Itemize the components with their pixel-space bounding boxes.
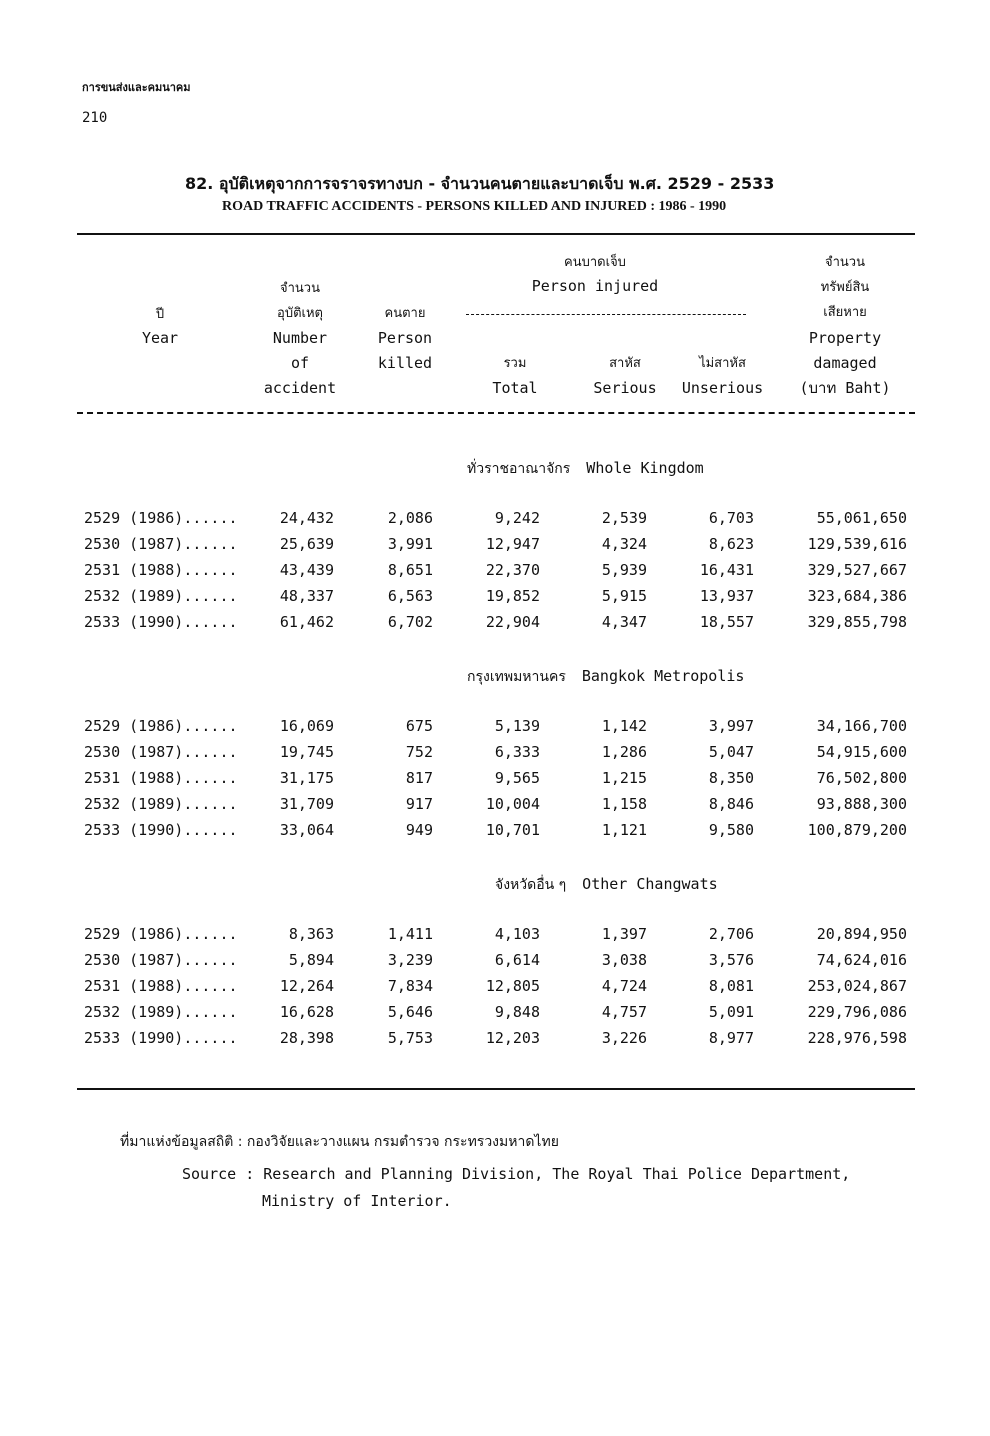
injured-total-cell: 19,852 bbox=[485, 587, 540, 605]
header-accident-thai-1: จำนวน bbox=[280, 281, 320, 296]
injured-serious-cell: 5,939 bbox=[601, 561, 647, 579]
killed-cell: 5,753 bbox=[387, 1029, 433, 1047]
header-property-english-1: Property bbox=[808, 329, 882, 347]
header-total-thai: รวม bbox=[503, 356, 527, 371]
accident-cell: 43,439 bbox=[279, 561, 334, 579]
killed-cell: 8,651 bbox=[387, 561, 433, 579]
injured-total-cell: 22,370 bbox=[485, 561, 540, 579]
injured-total-cell: 12,805 bbox=[485, 977, 540, 995]
section-label-english: Bangkok Metropolis bbox=[581, 667, 745, 685]
property-damaged-cell: 20,894,950 bbox=[816, 925, 907, 943]
killed-cell: 1,411 bbox=[387, 925, 433, 943]
injured-serious-cell: 1,142 bbox=[601, 717, 647, 735]
injured-total-cell: 10,701 bbox=[485, 821, 540, 839]
table-row bbox=[0, 821, 990, 845]
accident-cell: 16,628 bbox=[279, 1003, 334, 1021]
table-row bbox=[0, 613, 990, 637]
year-cell: 2532 (1989)...... bbox=[84, 587, 238, 605]
injured-unserious-cell: 16,431 bbox=[699, 561, 754, 579]
header-total-english: Total bbox=[492, 379, 538, 397]
section-label-whole-kingdom bbox=[467, 458, 704, 480]
source-english bbox=[182, 1161, 850, 1215]
header-property-thai-2: ทรัพย์สิน bbox=[820, 280, 870, 295]
injured-serious-cell: 1,158 bbox=[601, 795, 647, 813]
property-damaged-cell: 253,024,867 bbox=[807, 977, 907, 995]
property-damaged-cell: 329,855,798 bbox=[807, 613, 907, 631]
year-cell: 2531 (1988)...... bbox=[84, 977, 238, 995]
property-damaged-cell: 329,527,667 bbox=[807, 561, 907, 579]
header-unserious-english: Unserious bbox=[681, 379, 764, 397]
accident-cell: 24,432 bbox=[279, 509, 334, 527]
table-row bbox=[0, 1029, 990, 1053]
header-property-thai-3: เสียหาย bbox=[823, 305, 867, 320]
section-label-english: Other Changwats bbox=[582, 875, 718, 893]
year-cell: 2532 (1989)...... bbox=[84, 1003, 238, 1021]
injured-total-cell: 12,947 bbox=[485, 535, 540, 553]
accident-cell: 33,064 bbox=[279, 821, 334, 839]
accident-cell: 25,639 bbox=[279, 535, 334, 553]
table-title-english: ROAD TRAFFIC ACCIDENTS - PERSONS KILLED AND INJURED : 1986 - 1990 bbox=[222, 199, 727, 214]
source-label: Source : bbox=[182, 1165, 255, 1183]
header-property-english-3: (บาท Baht) bbox=[799, 379, 891, 397]
table-row bbox=[0, 535, 990, 559]
header-injured-english: Person injured bbox=[531, 277, 659, 295]
header-year-english: Year bbox=[141, 329, 179, 347]
property-damaged-cell: 55,061,650 bbox=[816, 509, 907, 527]
injured-serious-cell: 1,397 bbox=[601, 925, 647, 943]
table-row bbox=[0, 795, 990, 819]
property-damaged-cell: 129,539,616 bbox=[807, 535, 907, 553]
year-cell: 2532 (1989)...... bbox=[84, 795, 238, 813]
source-thai: ที่มาแห่งข้อมูลสถิติ : กองวิจัยและวางแผน กรมตำรวจ กระทรวงมหาดไทย bbox=[120, 1134, 559, 1150]
injured-serious-cell: 4,347 bbox=[601, 613, 647, 631]
accident-cell: 16,069 bbox=[279, 717, 334, 735]
killed-cell: 6,702 bbox=[387, 613, 433, 631]
header-injured-thai: คนบาดเจ็บ bbox=[564, 255, 626, 270]
accident-cell: 48,337 bbox=[279, 587, 334, 605]
year-cell: 2530 (1987)...... bbox=[84, 535, 238, 553]
table-row bbox=[0, 743, 990, 767]
year-cell: 2529 (1986)...... bbox=[84, 717, 238, 735]
injured-unserious-cell: 5,047 bbox=[708, 743, 754, 761]
header-year-thai: ปี bbox=[155, 307, 165, 322]
injured-serious-cell: 3,226 bbox=[601, 1029, 647, 1047]
killed-cell: 917 bbox=[405, 795, 433, 813]
section-label-english: Whole Kingdom bbox=[586, 459, 704, 477]
injured-serious-cell: 3,038 bbox=[601, 951, 647, 969]
accident-cell: 12,264 bbox=[279, 977, 334, 995]
injured-unserious-cell: 6,703 bbox=[708, 509, 754, 527]
page-number: 210 bbox=[82, 110, 108, 126]
header-accident-english-2: of bbox=[290, 354, 310, 372]
injured-serious-cell: 4,324 bbox=[601, 535, 647, 553]
killed-cell: 3,239 bbox=[387, 951, 433, 969]
injured-unserious-cell: 2,706 bbox=[708, 925, 754, 943]
source-line-1: Research and Planning Division, The Royal Thai Police Department, bbox=[263, 1165, 851, 1183]
section-label-bangkok bbox=[467, 666, 744, 688]
property-damaged-cell: 93,888,300 bbox=[816, 795, 907, 813]
table-row bbox=[0, 587, 990, 611]
table-row bbox=[0, 769, 990, 793]
header-killed-thai: คนตาย bbox=[384, 306, 426, 321]
accident-cell: 31,175 bbox=[279, 769, 334, 787]
top-rule bbox=[77, 233, 915, 235]
header-property-english-2: damaged bbox=[813, 354, 877, 372]
killed-cell: 7,834 bbox=[387, 977, 433, 995]
injured-total-cell: 6,614 bbox=[494, 951, 540, 969]
year-cell: 2530 (1987)...... bbox=[84, 743, 238, 761]
injured-unserious-cell: 8,977 bbox=[708, 1029, 754, 1047]
killed-cell: 2,086 bbox=[387, 509, 433, 527]
injured-unserious-cell: 13,937 bbox=[699, 587, 754, 605]
injured-total-cell: 12,203 bbox=[485, 1029, 540, 1047]
year-cell: 2530 (1987)...... bbox=[84, 951, 238, 969]
table-row bbox=[0, 717, 990, 741]
killed-cell: 675 bbox=[405, 717, 433, 735]
injured-unserious-cell: 8,081 bbox=[708, 977, 754, 995]
table-row bbox=[0, 561, 990, 585]
injured-total-cell: 9,565 bbox=[494, 769, 540, 787]
header-killed-english-2: killed bbox=[377, 354, 433, 372]
killed-cell: 6,563 bbox=[387, 587, 433, 605]
accident-cell: 8,363 bbox=[288, 925, 334, 943]
table-row bbox=[0, 977, 990, 1001]
property-damaged-cell: 229,796,086 bbox=[807, 1003, 907, 1021]
killed-cell: 3,991 bbox=[387, 535, 433, 553]
injured-total-cell: 22,904 bbox=[485, 613, 540, 631]
injured-total-cell: 5,139 bbox=[494, 717, 540, 735]
header-property-thai-1: จำนวน bbox=[825, 255, 865, 270]
injured-serious-cell: 1,215 bbox=[601, 769, 647, 787]
section-label-other-changwats bbox=[495, 874, 718, 896]
injured-serious-cell: 5,915 bbox=[601, 587, 647, 605]
property-damaged-cell: 34,166,700 bbox=[816, 717, 907, 735]
injured-unserious-cell: 8,350 bbox=[708, 769, 754, 787]
accident-cell: 19,745 bbox=[279, 743, 334, 761]
property-damaged-cell: 54,915,600 bbox=[816, 743, 907, 761]
injured-total-cell: 4,103 bbox=[494, 925, 540, 943]
running-header: การขนส่งและคมนาคม bbox=[82, 81, 191, 94]
header-unserious-thai: ไม่สาหัส bbox=[699, 356, 746, 371]
header-killed-english-1: Person bbox=[377, 329, 433, 347]
injured-unserious-cell: 3,576 bbox=[708, 951, 754, 969]
injured-serious-cell: 1,121 bbox=[601, 821, 647, 839]
accident-cell: 28,398 bbox=[279, 1029, 334, 1047]
injured-serious-cell: 4,757 bbox=[601, 1003, 647, 1021]
injured-serious-cell: 2,539 bbox=[601, 509, 647, 527]
injured-serious-cell: 1,286 bbox=[601, 743, 647, 761]
accident-cell: 31,709 bbox=[279, 795, 334, 813]
section-label-thai: ทั่วราชอาณาจักร bbox=[467, 461, 571, 477]
year-cell: 2531 (1988)...... bbox=[84, 769, 238, 787]
section-label-thai: กรุงเทพมหานคร bbox=[467, 669, 566, 685]
killed-cell: 949 bbox=[405, 821, 433, 839]
injured-unserious-cell: 18,557 bbox=[699, 613, 754, 631]
table-row bbox=[0, 509, 990, 533]
header-serious-thai: สาหัส bbox=[609, 356, 641, 371]
year-cell: 2533 (1990)...... bbox=[84, 821, 238, 839]
injured-total-cell: 9,242 bbox=[494, 509, 540, 527]
year-cell: 2529 (1986)...... bbox=[84, 509, 238, 527]
table-title-thai: 82. อุบัติเหตุจากการจราจรทางบก - จำนวนคนตายและบาดเจ็บ พ.ศ. 2529 - 2533 bbox=[185, 174, 775, 193]
table-row bbox=[0, 951, 990, 975]
year-cell: 2529 (1986)...... bbox=[84, 925, 238, 943]
injured-unserious-cell: 9,580 bbox=[708, 821, 754, 839]
killed-cell: 5,646 bbox=[387, 1003, 433, 1021]
injured-serious-cell: 4,724 bbox=[601, 977, 647, 995]
killed-cell: 817 bbox=[405, 769, 433, 787]
year-cell: 2533 (1990)...... bbox=[84, 613, 238, 631]
bottom-rule bbox=[77, 1088, 915, 1090]
injured-unserious-cell: 3,997 bbox=[708, 717, 754, 735]
property-damaged-cell: 323,684,386 bbox=[807, 587, 907, 605]
injured-total-cell: 9,848 bbox=[494, 1003, 540, 1021]
accident-cell: 61,462 bbox=[279, 613, 334, 631]
header-accident-english-3: accident bbox=[263, 379, 337, 397]
injured-unserious-cell: 8,623 bbox=[708, 535, 754, 553]
section-label-thai: จังหวัดอื่น ๆ bbox=[495, 877, 567, 893]
header-divider bbox=[77, 412, 915, 414]
table-row bbox=[0, 1003, 990, 1027]
table-row bbox=[0, 925, 990, 949]
property-damaged-cell: 74,624,016 bbox=[816, 951, 907, 969]
killed-cell: 752 bbox=[405, 743, 433, 761]
source-line-2: Ministry of Interior. bbox=[262, 1192, 452, 1210]
injured-total-cell: 10,004 bbox=[485, 795, 540, 813]
injured-unserious-cell: 8,846 bbox=[708, 795, 754, 813]
header-serious-english: Serious bbox=[593, 379, 657, 397]
injured-unserious-cell: 5,091 bbox=[708, 1003, 754, 1021]
accident-cell: 5,894 bbox=[288, 951, 334, 969]
property-damaged-cell: 76,502,800 bbox=[816, 769, 907, 787]
property-damaged-cell: 100,879,200 bbox=[807, 821, 907, 839]
injured-total-cell: 6,333 bbox=[494, 743, 540, 761]
year-cell: 2531 (1988)...... bbox=[84, 561, 238, 579]
property-damaged-cell: 228,976,598 bbox=[807, 1029, 907, 1047]
header-accident-thai-2: อุบัติเหตุ bbox=[277, 306, 323, 321]
year-cell: 2533 (1990)...... bbox=[84, 1029, 238, 1047]
header-accident-english-1: Number bbox=[272, 329, 328, 347]
injured-divider bbox=[466, 314, 746, 315]
